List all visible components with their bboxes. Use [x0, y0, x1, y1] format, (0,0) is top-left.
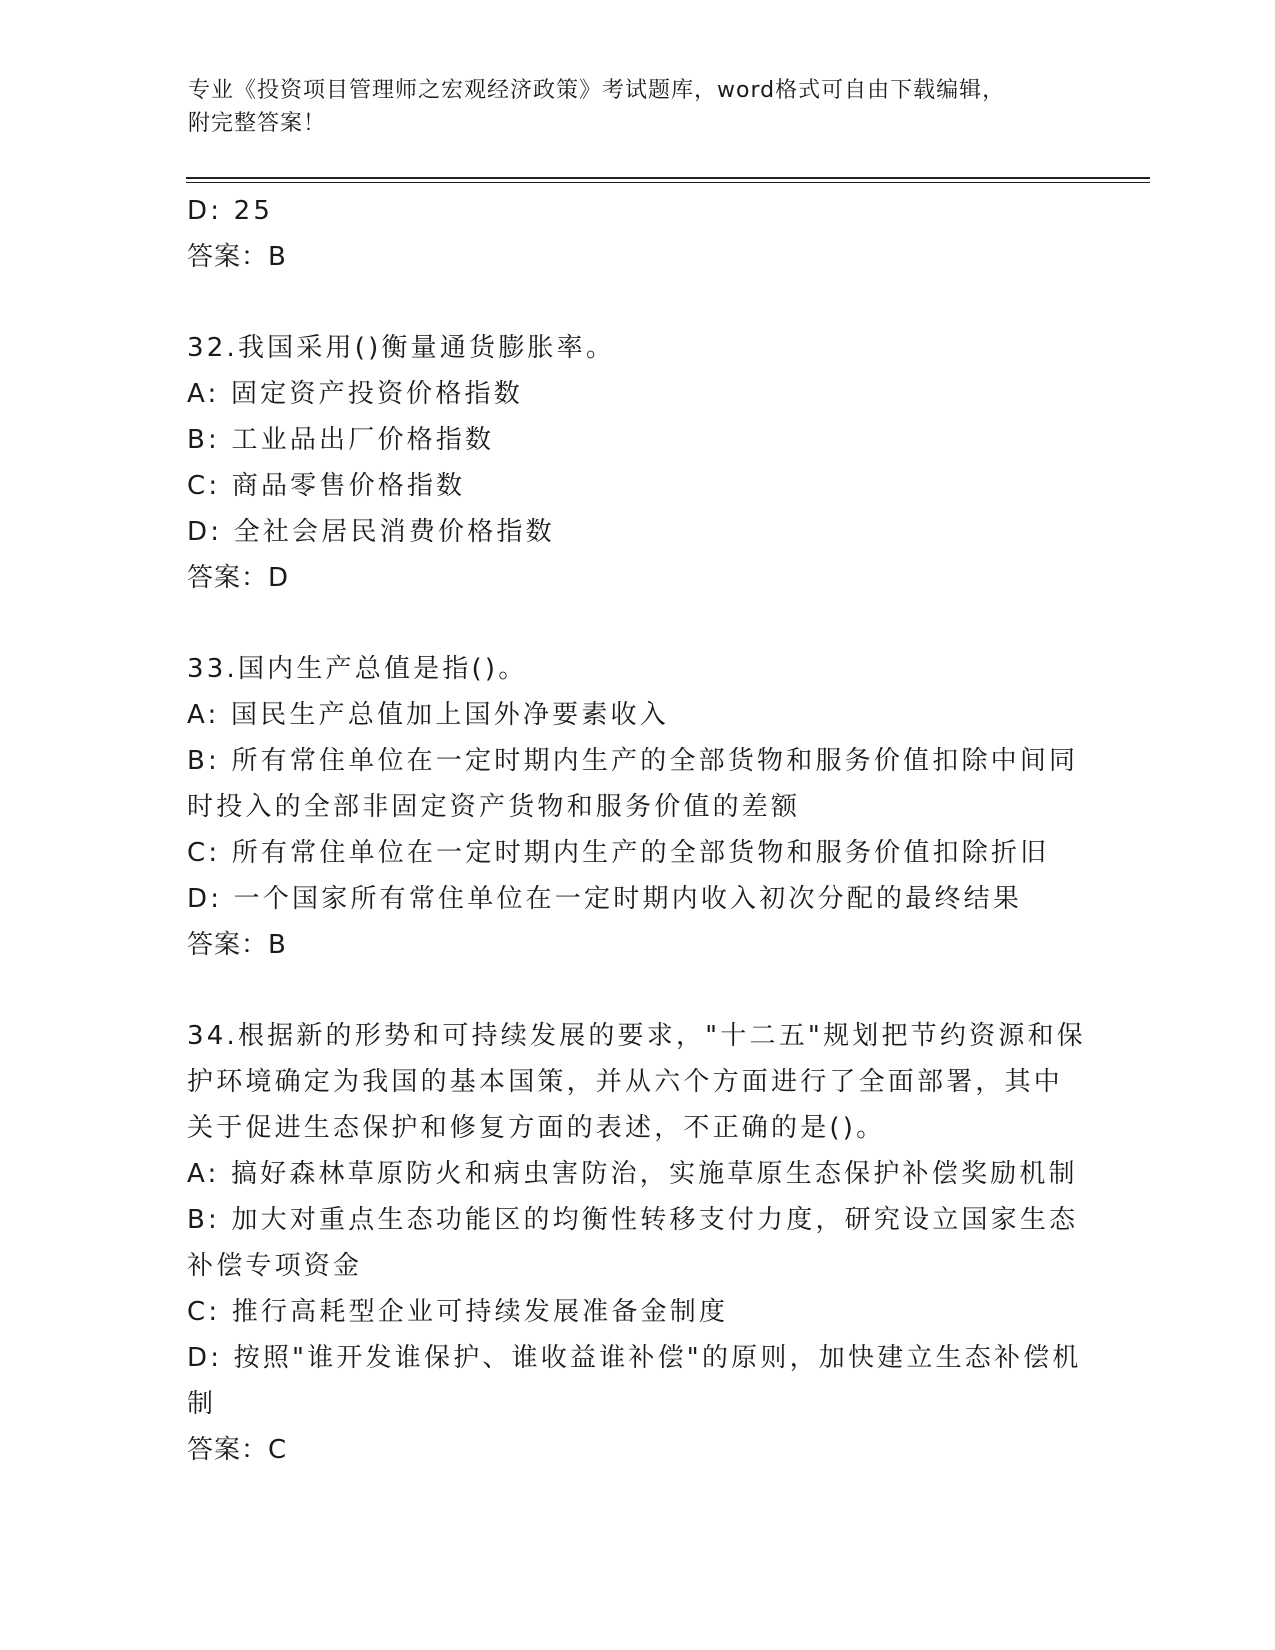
question-33	[187, 646, 1087, 968]
question-31-fragment	[187, 188, 1087, 280]
option-d: D: 按照"谁开发谁保护、谁收益谁补偿"的原则，加快建立生态补偿机制	[187, 1343, 1082, 1419]
answer-line: 答案：B	[187, 930, 287, 960]
header-line-2: 附完整答案！	[188, 111, 327, 136]
question-stem: 32.我国采用()衡量通货膨胀率。	[187, 333, 616, 363]
answer-line: 答案：D	[187, 563, 290, 593]
option-d: D: 25	[187, 196, 274, 226]
option-d: D: 全社会居民消费价格指数	[187, 517, 555, 547]
spacer	[187, 968, 1087, 1013]
document-body	[187, 188, 1087, 1473]
spacer	[187, 280, 1087, 325]
question-34	[187, 1013, 1087, 1473]
question-stem: 33.国内生产总值是指()。	[187, 654, 528, 684]
option-a: A: 固定资产投资价格指数	[187, 379, 523, 409]
option-b: B: 加大对重点生态功能区的均衡性转移支付力度，研究设立国家生态补偿专项资金	[187, 1205, 1079, 1281]
question-stem: 34.根据新的形势和可持续发展的要求，"十二五"规划把节约资源和保护环境确定为我国的基本国策，并从六个方面进行了全面部署，其中关于促进生态保护和修复方面的表述，不正确的是()。	[187, 1021, 1086, 1143]
header-line-1: 专业《投资项目管理师之宏观经济政策》考试题库，word格式可自由下载编辑，	[188, 78, 1006, 103]
option-a: A: 搞好森林草原防火和病虫害防治，实施草原生态保护补偿奖励机制	[187, 1159, 1078, 1189]
answer-line: 答案：C	[187, 1435, 288, 1465]
option-c: C: 商品零售价格指数	[187, 471, 466, 501]
header-divider-thin	[186, 182, 1150, 183]
option-b: B: 所有常住单位在一定时期内生产的全部货物和服务价值扣除中间同时投入的全部非固定资产货物和服务价值的差额	[187, 746, 1079, 822]
document-header	[188, 74, 1088, 140]
option-d: D: 一个国家所有常住单位在一定时期内收入初次分配的最终结果	[187, 884, 1023, 914]
option-c: C: 所有常住单位在一定时期内生产的全部货物和服务价值扣除折旧	[187, 838, 1050, 868]
option-c: C: 推行高耗型企业可持续发展准备金制度	[187, 1297, 729, 1327]
option-a: A: 国民生产总值加上国外净要素收入	[187, 700, 669, 730]
answer-line: 答案：B	[187, 242, 287, 272]
spacer	[187, 601, 1087, 646]
question-32	[187, 325, 1087, 601]
option-b: B: 工业品出厂价格指数	[187, 425, 495, 455]
header-divider-thick	[186, 177, 1150, 179]
